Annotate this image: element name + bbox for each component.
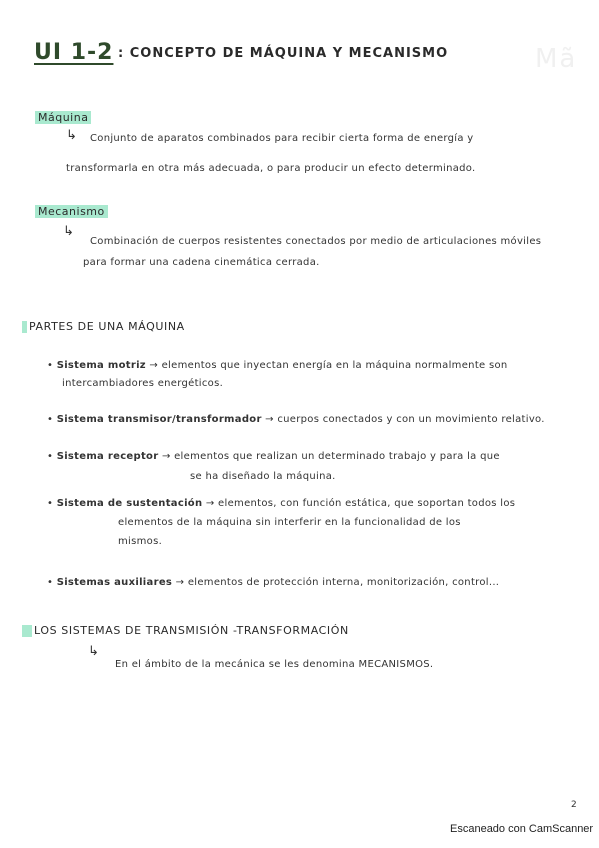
- highlight-marker: [22, 625, 32, 637]
- item-definition: elementos que inyectan energía en la máquina normalmente son: [161, 360, 508, 371]
- scanner-watermark: Escaneado con CamScanner: [450, 823, 594, 835]
- arrow-icon: →: [149, 360, 159, 371]
- transmision-heading: LOS SISTEMAS DE TRANSMISIÓN -TRANSFORMACIÓN: [22, 624, 349, 637]
- maquina-heading: Máquina: [35, 111, 91, 124]
- page-title: [118, 46, 448, 61]
- maquina-definition-line1: Conjunto de aparatos combinados para recibir cierta forma de energía y: [90, 133, 474, 144]
- bullet-icon: •: [47, 414, 54, 425]
- title-separator: :: [118, 46, 125, 61]
- mecanismo-heading: Mecanismo: [35, 205, 108, 218]
- arrow-icon: →: [175, 577, 185, 588]
- item-term: Sistemas auxiliares: [56, 577, 173, 588]
- maquina-arrow-icon: ↳: [66, 128, 77, 143]
- arrow-icon: →: [161, 451, 171, 462]
- mecanismo-arrow-icon: ↳: [63, 224, 74, 239]
- item-definition: elementos de protección interna, monitorización, control...: [187, 577, 500, 588]
- item-term: Sistema receptor: [56, 451, 159, 462]
- transmision-definition: En el ámbito de la mecánica se les denomina MECANISMOS.: [115, 659, 434, 670]
- item-term: Sistema de sustentación: [56, 498, 203, 509]
- transmision-arrow-icon: ↳: [88, 644, 99, 659]
- bullet-icon: •: [47, 451, 54, 462]
- maquina-definition-line2: transformarla en otra más adecuada, o para producir un efecto determinado.: [66, 163, 476, 174]
- unit-number: UI 1-2: [34, 40, 114, 65]
- item-definition: elementos que realizan un determinado trabajo y para la que: [174, 451, 500, 462]
- list-item: [47, 446, 500, 468]
- bullet-icon: •: [47, 498, 54, 509]
- item-definition-continued: mismos.: [118, 536, 163, 547]
- arrow-icon: →: [265, 414, 274, 425]
- mecanismo-definition-line2: para formar una cadena cinemática cerrada.: [83, 257, 320, 268]
- arrow-icon: →: [205, 498, 215, 509]
- item-term: Sistema motriz: [56, 360, 146, 371]
- item-definition: cuerpos conectados y con un movimiento relativo.: [277, 414, 545, 425]
- item-definition-continued: se ha diseñado la máquina.: [190, 471, 336, 482]
- item-term: Sistema transmisor/transformador: [56, 414, 262, 425]
- bullet-icon: •: [47, 360, 54, 371]
- highlight-marker: [22, 321, 27, 333]
- page-number: 2: [571, 800, 577, 810]
- list-item: [47, 409, 545, 431]
- partes-heading: PARTES DE UNA MÁQUINA: [22, 320, 185, 333]
- mecanismo-definition-line1: Combinación de cuerpos resistentes conectados por medio de articulaciones móviles: [90, 236, 542, 247]
- bleed-through-text: Mã: [535, 44, 578, 74]
- item-definition-continued: intercambiadores energéticos.: [62, 378, 224, 389]
- item-definition: elementos, con función estática, que soportan todos los: [218, 498, 516, 509]
- item-definition-continued: elementos de la máquina sin interferir en la funcionalidad de los: [118, 517, 461, 528]
- list-item: [47, 572, 499, 594]
- bullet-icon: •: [47, 577, 54, 588]
- title-text: CONCEPTO DE MÁQUINA Y MECANISMO: [129, 46, 449, 61]
